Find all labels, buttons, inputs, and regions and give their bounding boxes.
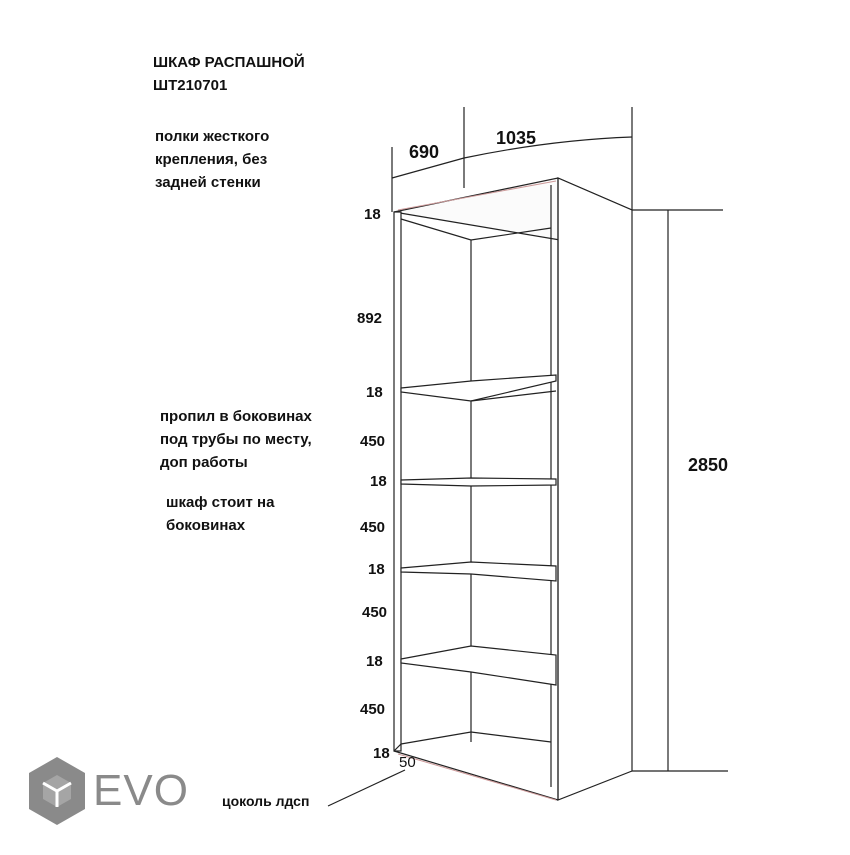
dimension-shelf-4: 18 — [366, 653, 383, 670]
shelf-1 — [401, 375, 556, 401]
note-line: шкаф стоит на — [166, 494, 275, 511]
dimension-section-2: 450 — [360, 433, 386, 450]
note-line: доп работы — [160, 454, 248, 471]
shelf-4 — [401, 646, 556, 685]
evo-logo — [27, 755, 189, 827]
dimension-shelf-3: 18 — [368, 561, 385, 578]
dimension-depth: 690 — [409, 142, 440, 162]
note-plinth: цоколь лдсп — [222, 793, 310, 809]
note-line: полки жесткого — [155, 128, 270, 145]
note-line: крепления, без — [155, 151, 268, 168]
note-line: под трубы по месту, — [160, 431, 312, 448]
note-line: задней стенки — [155, 174, 261, 191]
hexagon-icon — [27, 755, 87, 827]
height-dimension-lines — [630, 210, 728, 771]
dimension-upper-section: 892 — [357, 310, 383, 327]
dimension-section-3: 450 — [360, 519, 386, 536]
dimension-height: 2850 — [688, 455, 729, 475]
dimension-shelf-2: 18 — [370, 473, 387, 490]
shelf-2 — [401, 478, 556, 486]
logo-text: EVO — [93, 766, 189, 815]
dimension-width: 1035 — [496, 128, 537, 148]
dimension-section-4: 450 — [362, 604, 388, 621]
note-line: пропил в боковинах — [160, 408, 312, 425]
shelf-3 — [401, 562, 556, 581]
cabinet-body — [394, 178, 632, 800]
dimension-section-5: 450 — [360, 701, 386, 718]
dimension-plinth: 50 — [399, 754, 416, 771]
drawing-code: ШТ210701 — [153, 77, 228, 94]
dimension-top-panel: 18 — [364, 206, 381, 223]
plinth-leader-line — [328, 770, 405, 806]
dimension-bottom-panel: 18 — [373, 745, 390, 762]
note-line: боковинах — [166, 517, 246, 534]
drawing-title: ШКАФ РАСПАШНОЙ — [153, 54, 305, 71]
dimension-shelf-1: 18 — [366, 384, 383, 401]
